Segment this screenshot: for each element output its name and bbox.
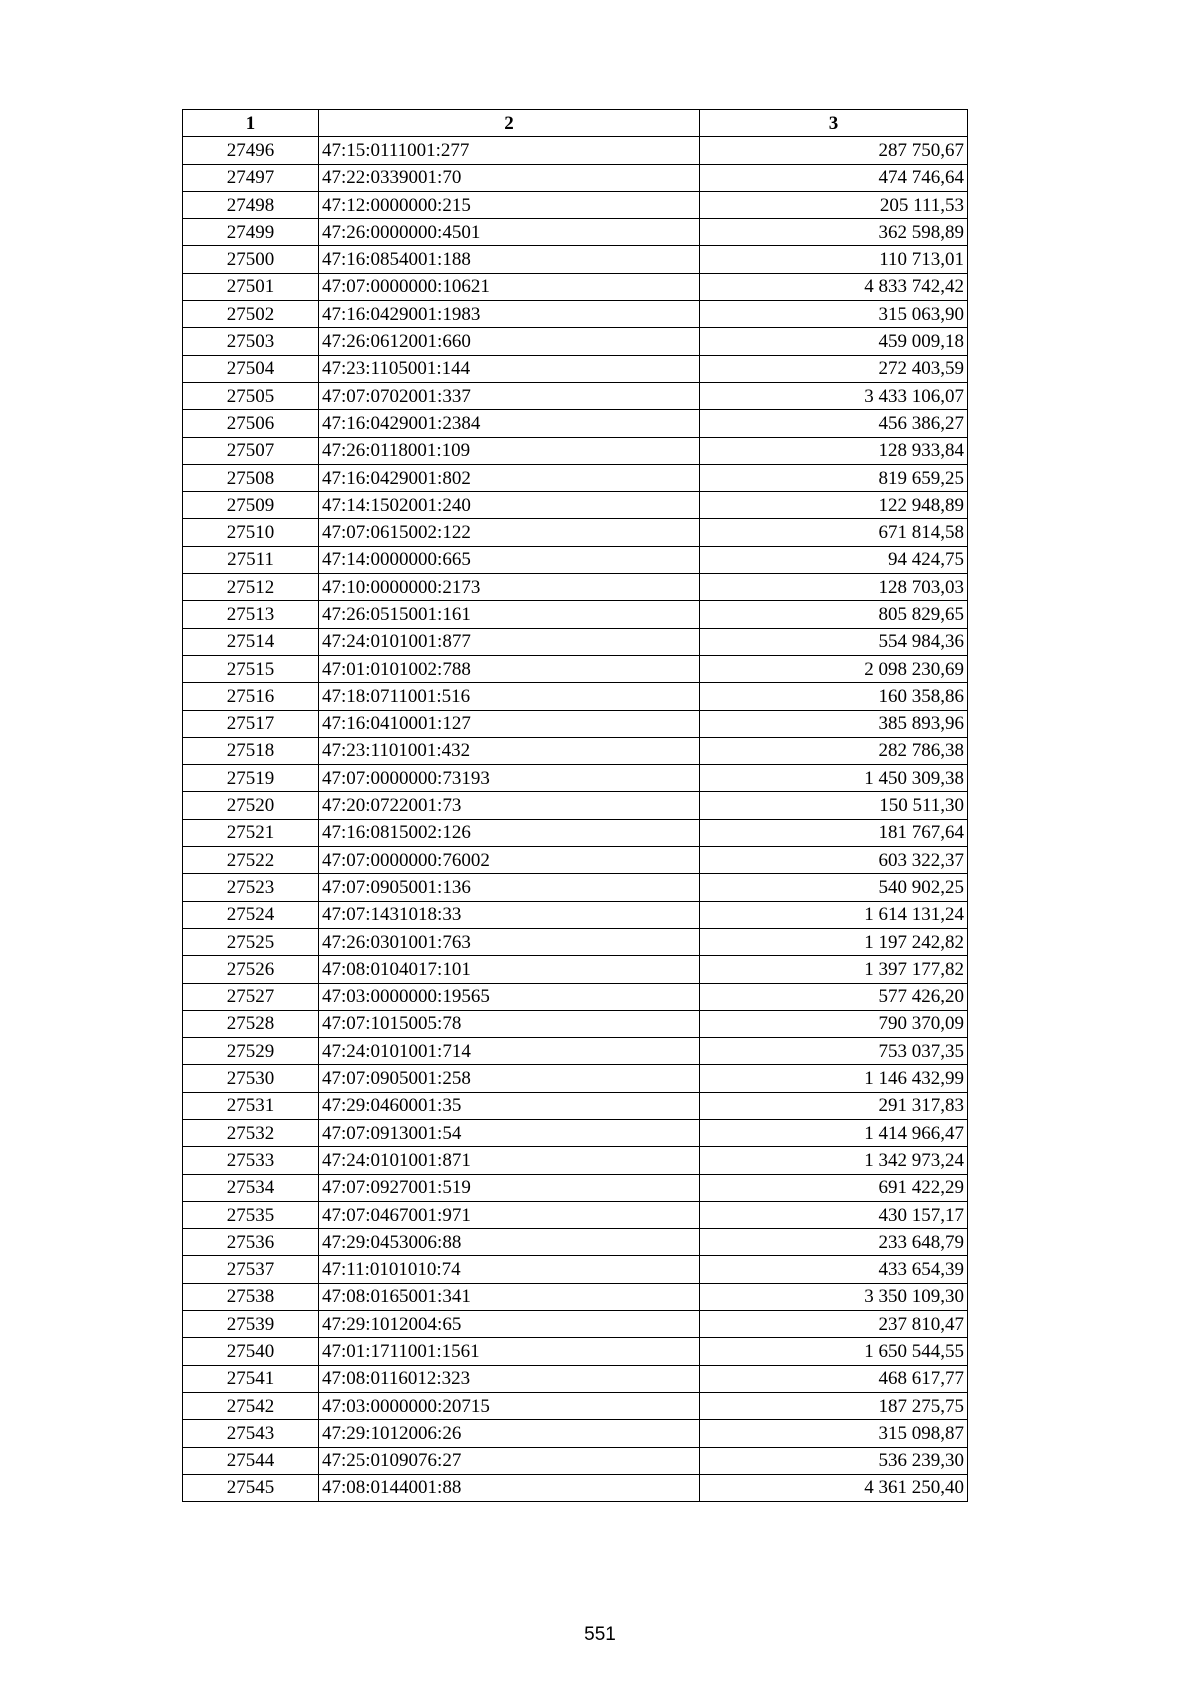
table-row — [183, 655, 968, 682]
table-row — [183, 1147, 968, 1174]
cadastral-number-cell: 47:12:0000000:215 — [319, 191, 700, 218]
value-cell: 4 833 742,42 — [700, 273, 968, 300]
row-number-cell: 27510 — [183, 519, 319, 546]
cadastral-number-cell: 47:26:0000000:4501 — [319, 219, 700, 246]
table-row — [183, 1392, 968, 1419]
registry-table — [182, 109, 968, 1502]
table-row — [183, 1092, 968, 1119]
row-number-cell: 27504 — [183, 355, 319, 382]
value-cell: 237 810,47 — [700, 1311, 968, 1338]
row-number-cell: 27523 — [183, 874, 319, 901]
value-cell: 1 650 544,55 — [700, 1338, 968, 1365]
cadastral-number-cell: 47:07:0905001:258 — [319, 1065, 700, 1092]
cadastral-number-cell: 47:03:0000000:20715 — [319, 1392, 700, 1419]
cadastral-number-cell: 47:23:1101001:432 — [319, 737, 700, 764]
cadastral-number-cell: 47:22:0339001:70 — [319, 164, 700, 191]
cadastral-number-cell: 47:07:0615002:122 — [319, 519, 700, 546]
cadastral-number-cell: 47:07:0702001:337 — [319, 382, 700, 409]
table-row — [183, 246, 968, 273]
row-number-cell: 27505 — [183, 382, 319, 409]
cadastral-number-cell: 47:07:0000000:76002 — [319, 847, 700, 874]
cadastral-number-cell: 47:18:0711001:516 — [319, 683, 700, 710]
table-row — [183, 382, 968, 409]
table-row — [183, 1283, 968, 1310]
table-row — [183, 1256, 968, 1283]
row-number-cell: 27519 — [183, 765, 319, 792]
cadastral-number-cell: 47:16:0429001:2384 — [319, 410, 700, 437]
value-cell: 160 358,86 — [700, 683, 968, 710]
column-header-3: 3 — [700, 110, 968, 137]
table-row — [183, 355, 968, 382]
cadastral-number-cell: 47:14:1502001:240 — [319, 492, 700, 519]
column-header-2: 2 — [319, 110, 700, 137]
cadastral-number-cell: 47:23:1105001:144 — [319, 355, 700, 382]
table-row — [183, 137, 968, 164]
value-cell: 805 829,65 — [700, 601, 968, 628]
row-number-cell: 27517 — [183, 710, 319, 737]
row-number-cell: 27512 — [183, 574, 319, 601]
value-cell: 3 350 109,30 — [700, 1283, 968, 1310]
row-number-cell: 27515 — [183, 655, 319, 682]
value-cell: 691 422,29 — [700, 1174, 968, 1201]
value-cell: 287 750,67 — [700, 137, 968, 164]
table-row — [183, 710, 968, 737]
cadastral-number-cell: 47:07:0000000:73193 — [319, 765, 700, 792]
cadastral-number-cell: 47:08:0144001:88 — [319, 1474, 700, 1501]
cadastral-number-cell: 47:16:0854001:188 — [319, 246, 700, 273]
table-row — [183, 1365, 968, 1392]
value-cell: 315 098,87 — [700, 1420, 968, 1447]
row-number-cell: 27544 — [183, 1447, 319, 1474]
row-number-cell: 27530 — [183, 1065, 319, 1092]
row-number-cell: 27513 — [183, 601, 319, 628]
table-row — [183, 1420, 968, 1447]
table-row — [183, 1119, 968, 1146]
value-cell: 110 713,01 — [700, 246, 968, 273]
cadastral-number-cell: 47:07:1431018:33 — [319, 901, 700, 928]
cadastral-number-cell: 47:16:0410001:127 — [319, 710, 700, 737]
table-row — [183, 628, 968, 655]
cadastral-number-cell: 47:07:0927001:519 — [319, 1174, 700, 1201]
table-row — [183, 1447, 968, 1474]
value-cell: 790 370,09 — [700, 1010, 968, 1037]
value-cell: 205 111,53 — [700, 191, 968, 218]
page-number: 551 — [584, 1624, 616, 1645]
cadastral-number-cell: 47:10:0000000:2173 — [319, 574, 700, 601]
table-row — [183, 1010, 968, 1037]
table-row — [183, 956, 968, 983]
value-cell: 1 450 309,38 — [700, 765, 968, 792]
row-number-cell: 27528 — [183, 1010, 319, 1037]
row-number-cell: 27533 — [183, 1147, 319, 1174]
row-number-cell: 27538 — [183, 1283, 319, 1310]
row-number-cell: 27526 — [183, 956, 319, 983]
cadastral-number-cell: 47:26:0515001:161 — [319, 601, 700, 628]
table-row — [183, 1201, 968, 1228]
table-row — [183, 1174, 968, 1201]
value-cell: 753 037,35 — [700, 1038, 968, 1065]
table-row — [183, 765, 968, 792]
cadastral-number-cell: 47:29:0453006:88 — [319, 1229, 700, 1256]
row-number-cell: 27508 — [183, 464, 319, 491]
cadastral-number-cell: 47:20:0722001:73 — [319, 792, 700, 819]
value-cell: 94 424,75 — [700, 546, 968, 573]
table-row — [183, 1065, 968, 1092]
cadastral-number-cell: 47:29:0460001:35 — [319, 1092, 700, 1119]
value-cell: 819 659,25 — [700, 464, 968, 491]
value-cell: 3 433 106,07 — [700, 382, 968, 409]
row-number-cell: 27545 — [183, 1474, 319, 1501]
table-row — [183, 546, 968, 573]
value-cell: 122 948,89 — [700, 492, 968, 519]
row-number-cell: 27516 — [183, 683, 319, 710]
cadastral-number-cell: 47:16:0815002:126 — [319, 819, 700, 846]
row-number-cell: 27542 — [183, 1392, 319, 1419]
value-cell: 474 746,64 — [700, 164, 968, 191]
cadastral-number-cell: 47:24:0101001:714 — [319, 1038, 700, 1065]
cadastral-number-cell: 47:24:0101001:877 — [319, 628, 700, 655]
cadastral-number-cell: 47:08:0116012:323 — [319, 1365, 700, 1392]
value-cell: 536 239,30 — [700, 1447, 968, 1474]
value-cell: 468 617,77 — [700, 1365, 968, 1392]
row-number-cell: 27539 — [183, 1311, 319, 1338]
cadastral-number-cell: 47:16:0429001:802 — [319, 464, 700, 491]
value-cell: 315 063,90 — [700, 301, 968, 328]
cadastral-number-cell: 47:26:0301001:763 — [319, 928, 700, 955]
value-cell: 554 984,36 — [700, 628, 968, 655]
value-cell: 603 322,37 — [700, 847, 968, 874]
value-cell: 1 197 242,82 — [700, 928, 968, 955]
value-cell: 128 933,84 — [700, 437, 968, 464]
table-row — [183, 492, 968, 519]
table-row — [183, 273, 968, 300]
row-number-cell: 27497 — [183, 164, 319, 191]
row-number-cell: 27537 — [183, 1256, 319, 1283]
value-cell: 1 414 966,47 — [700, 1119, 968, 1146]
table-row — [183, 737, 968, 764]
cadastral-number-cell: 47:15:0111001:277 — [319, 137, 700, 164]
row-number-cell: 27532 — [183, 1119, 319, 1146]
table-row — [183, 601, 968, 628]
table-row — [183, 1038, 968, 1065]
value-cell: 2 098 230,69 — [700, 655, 968, 682]
cadastral-number-cell: 47:11:0101010:74 — [319, 1256, 700, 1283]
row-number-cell: 27536 — [183, 1229, 319, 1256]
row-number-cell: 27525 — [183, 928, 319, 955]
value-cell: 433 654,39 — [700, 1256, 968, 1283]
row-number-cell: 27507 — [183, 437, 319, 464]
cadastral-number-cell: 47:07:0000000:10621 — [319, 273, 700, 300]
value-cell: 282 786,38 — [700, 737, 968, 764]
row-number-cell: 27500 — [183, 246, 319, 273]
row-number-cell: 27531 — [183, 1092, 319, 1119]
table-row — [183, 901, 968, 928]
value-cell: 1 342 973,24 — [700, 1147, 968, 1174]
table-row — [183, 164, 968, 191]
value-cell: 540 902,25 — [700, 874, 968, 901]
value-cell: 456 386,27 — [700, 410, 968, 437]
row-number-cell: 27520 — [183, 792, 319, 819]
value-cell: 430 157,17 — [700, 1201, 968, 1228]
row-number-cell: 27514 — [183, 628, 319, 655]
cadastral-number-cell: 47:26:0612001:660 — [319, 328, 700, 355]
row-number-cell: 27522 — [183, 847, 319, 874]
cadastral-number-cell: 47:07:0467001:971 — [319, 1201, 700, 1228]
row-number-cell: 27499 — [183, 219, 319, 246]
header-row — [183, 110, 968, 137]
cadastral-number-cell: 47:08:0165001:341 — [319, 1283, 700, 1310]
table-row — [183, 191, 968, 218]
cadastral-number-cell: 47:07:0905001:136 — [319, 874, 700, 901]
row-number-cell: 27521 — [183, 819, 319, 846]
value-cell: 272 403,59 — [700, 355, 968, 382]
table-row — [183, 219, 968, 246]
cadastral-number-cell: 47:01:1711001:1561 — [319, 1338, 700, 1365]
table-row — [183, 847, 968, 874]
cadastral-number-cell: 47:29:1012006:26 — [319, 1420, 700, 1447]
row-number-cell: 27509 — [183, 492, 319, 519]
table-row — [183, 519, 968, 546]
value-cell: 1 397 177,82 — [700, 956, 968, 983]
cadastral-number-cell: 47:26:0118001:109 — [319, 437, 700, 464]
table-row — [183, 1474, 968, 1501]
cadastral-number-cell: 47:07:0913001:54 — [319, 1119, 700, 1146]
row-number-cell: 27501 — [183, 273, 319, 300]
value-cell: 233 648,79 — [700, 1229, 968, 1256]
value-cell: 187 275,75 — [700, 1392, 968, 1419]
row-number-cell: 27529 — [183, 1038, 319, 1065]
value-cell: 128 703,03 — [700, 574, 968, 601]
cadastral-number-cell: 47:07:1015005:78 — [319, 1010, 700, 1037]
table-row — [183, 928, 968, 955]
table-row — [183, 1338, 968, 1365]
value-cell: 291 317,83 — [700, 1092, 968, 1119]
table-row — [183, 1229, 968, 1256]
table-row — [183, 301, 968, 328]
row-number-cell: 27540 — [183, 1338, 319, 1365]
table-row — [183, 328, 968, 355]
table-row — [183, 1311, 968, 1338]
cadastral-number-cell: 47:16:0429001:1983 — [319, 301, 700, 328]
cadastral-number-cell: 47:25:0109076:27 — [319, 1447, 700, 1474]
table-row — [183, 983, 968, 1010]
row-number-cell: 27527 — [183, 983, 319, 1010]
table-body — [183, 137, 968, 1502]
table-row — [183, 819, 968, 846]
row-number-cell: 27503 — [183, 328, 319, 355]
row-number-cell: 27524 — [183, 901, 319, 928]
row-number-cell: 27543 — [183, 1420, 319, 1447]
cadastral-number-cell: 47:24:0101001:871 — [319, 1147, 700, 1174]
row-number-cell: 27498 — [183, 191, 319, 218]
value-cell: 459 009,18 — [700, 328, 968, 355]
column-header-1: 1 — [183, 110, 319, 137]
row-number-cell: 27511 — [183, 546, 319, 573]
value-cell: 385 893,96 — [700, 710, 968, 737]
cadastral-number-cell: 47:29:1012004:65 — [319, 1311, 700, 1338]
cadastral-number-cell: 47:14:0000000:665 — [319, 546, 700, 573]
row-number-cell: 27502 — [183, 301, 319, 328]
row-number-cell: 27541 — [183, 1365, 319, 1392]
value-cell: 671 814,58 — [700, 519, 968, 546]
row-number-cell: 27534 — [183, 1174, 319, 1201]
value-cell: 181 767,64 — [700, 819, 968, 846]
value-cell: 1 614 131,24 — [700, 901, 968, 928]
table-header — [183, 110, 968, 137]
cadastral-number-cell: 47:03:0000000:19565 — [319, 983, 700, 1010]
table-row — [183, 574, 968, 601]
value-cell: 577 426,20 — [700, 983, 968, 1010]
value-cell: 362 598,89 — [700, 219, 968, 246]
row-number-cell: 27535 — [183, 1201, 319, 1228]
table-row — [183, 410, 968, 437]
value-cell: 150 511,30 — [700, 792, 968, 819]
cadastral-number-cell: 47:08:0104017:101 — [319, 956, 700, 983]
cadastral-number-cell: 47:01:0101002:788 — [319, 655, 700, 682]
row-number-cell: 27518 — [183, 737, 319, 764]
row-number-cell: 27496 — [183, 137, 319, 164]
table-row — [183, 464, 968, 491]
table-row — [183, 874, 968, 901]
row-number-cell: 27506 — [183, 410, 319, 437]
value-cell: 4 361 250,40 — [700, 1474, 968, 1501]
table-row — [183, 437, 968, 464]
table-row — [183, 792, 968, 819]
table-row — [183, 683, 968, 710]
value-cell: 1 146 432,99 — [700, 1065, 968, 1092]
